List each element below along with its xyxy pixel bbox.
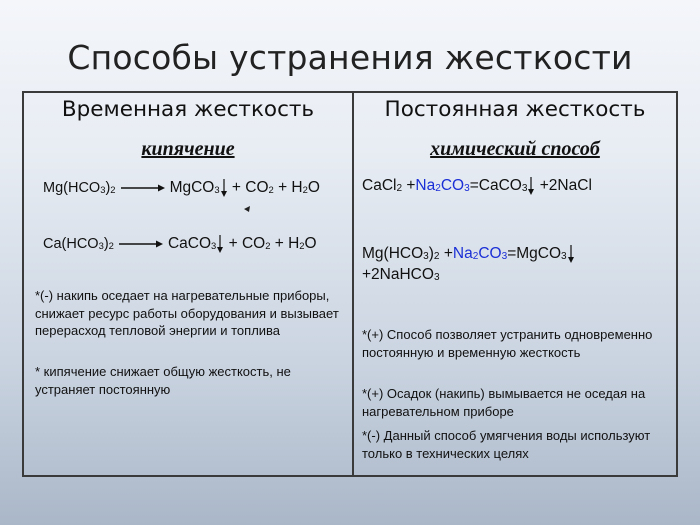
boiling-method-label: кипячение: [141, 138, 235, 160]
chemical-method-label: химический способ: [430, 138, 600, 160]
boiling-effect-note: * кипячение снижает общую жесткость, не устраняет постоянную: [35, 364, 291, 397]
permanent-hardness-header: Постоянная жесткость: [384, 97, 646, 122]
chemical-equation-ca: CaCl$_2$ $+Na_2CO_3=CaCO_3$ +2NaCl: [362, 177, 592, 195]
reaction-arrow-icon: [120, 183, 166, 193]
boiling-equation-ca: $Ca(HCO_3)_2$ CaCO$_3$ + $CO_2 + H_2O$: [43, 235, 317, 252]
precipitate-arrow-icon: [220, 179, 228, 197]
reaction-arrow-icon: [118, 239, 164, 249]
chemical-drawback-note: *(-) Данный способ умягчения воды используют только в технических целях: [362, 428, 651, 461]
temporary-hardness-header: Временная жесткость: [61, 97, 315, 122]
chemical-advantage-note-2: *(+) Осадок (накипь) вымывается не оседая на нагревательном приборе: [362, 386, 646, 419]
precipitate-arrow-icon: [567, 245, 575, 263]
chemical-equation-mg-product: +2NaHCO$_3$: [362, 266, 440, 283]
boiling-equation-mg: $Mg(HCO_3)_2$ MgCO$_3$ + $CO_2 + H_2O$: [43, 179, 320, 196]
chemical-equation-mg: $Mg(HCO_3)_2$ $+Na_2CO_3=MgCO_3$: [362, 245, 575, 263]
chemical-advantage-note-1: *(+) Способ позволяет устранить одновременно постоянную и временную жесткость: [362, 327, 653, 360]
temporary-hardness-column: [24, 93, 352, 475]
page-title: Способы устранения жесткости: [67, 38, 633, 77]
permanent-hardness-column: [354, 93, 676, 475]
boiling-drawback-note: *(-) накипь оседает на нагревательные приборы, снижает ресурс работы оборудования и вызывает перерасход тепловой энергии и топлива: [35, 288, 339, 338]
stray-mark-icon: [243, 205, 251, 213]
comparison-table: [22, 91, 678, 477]
